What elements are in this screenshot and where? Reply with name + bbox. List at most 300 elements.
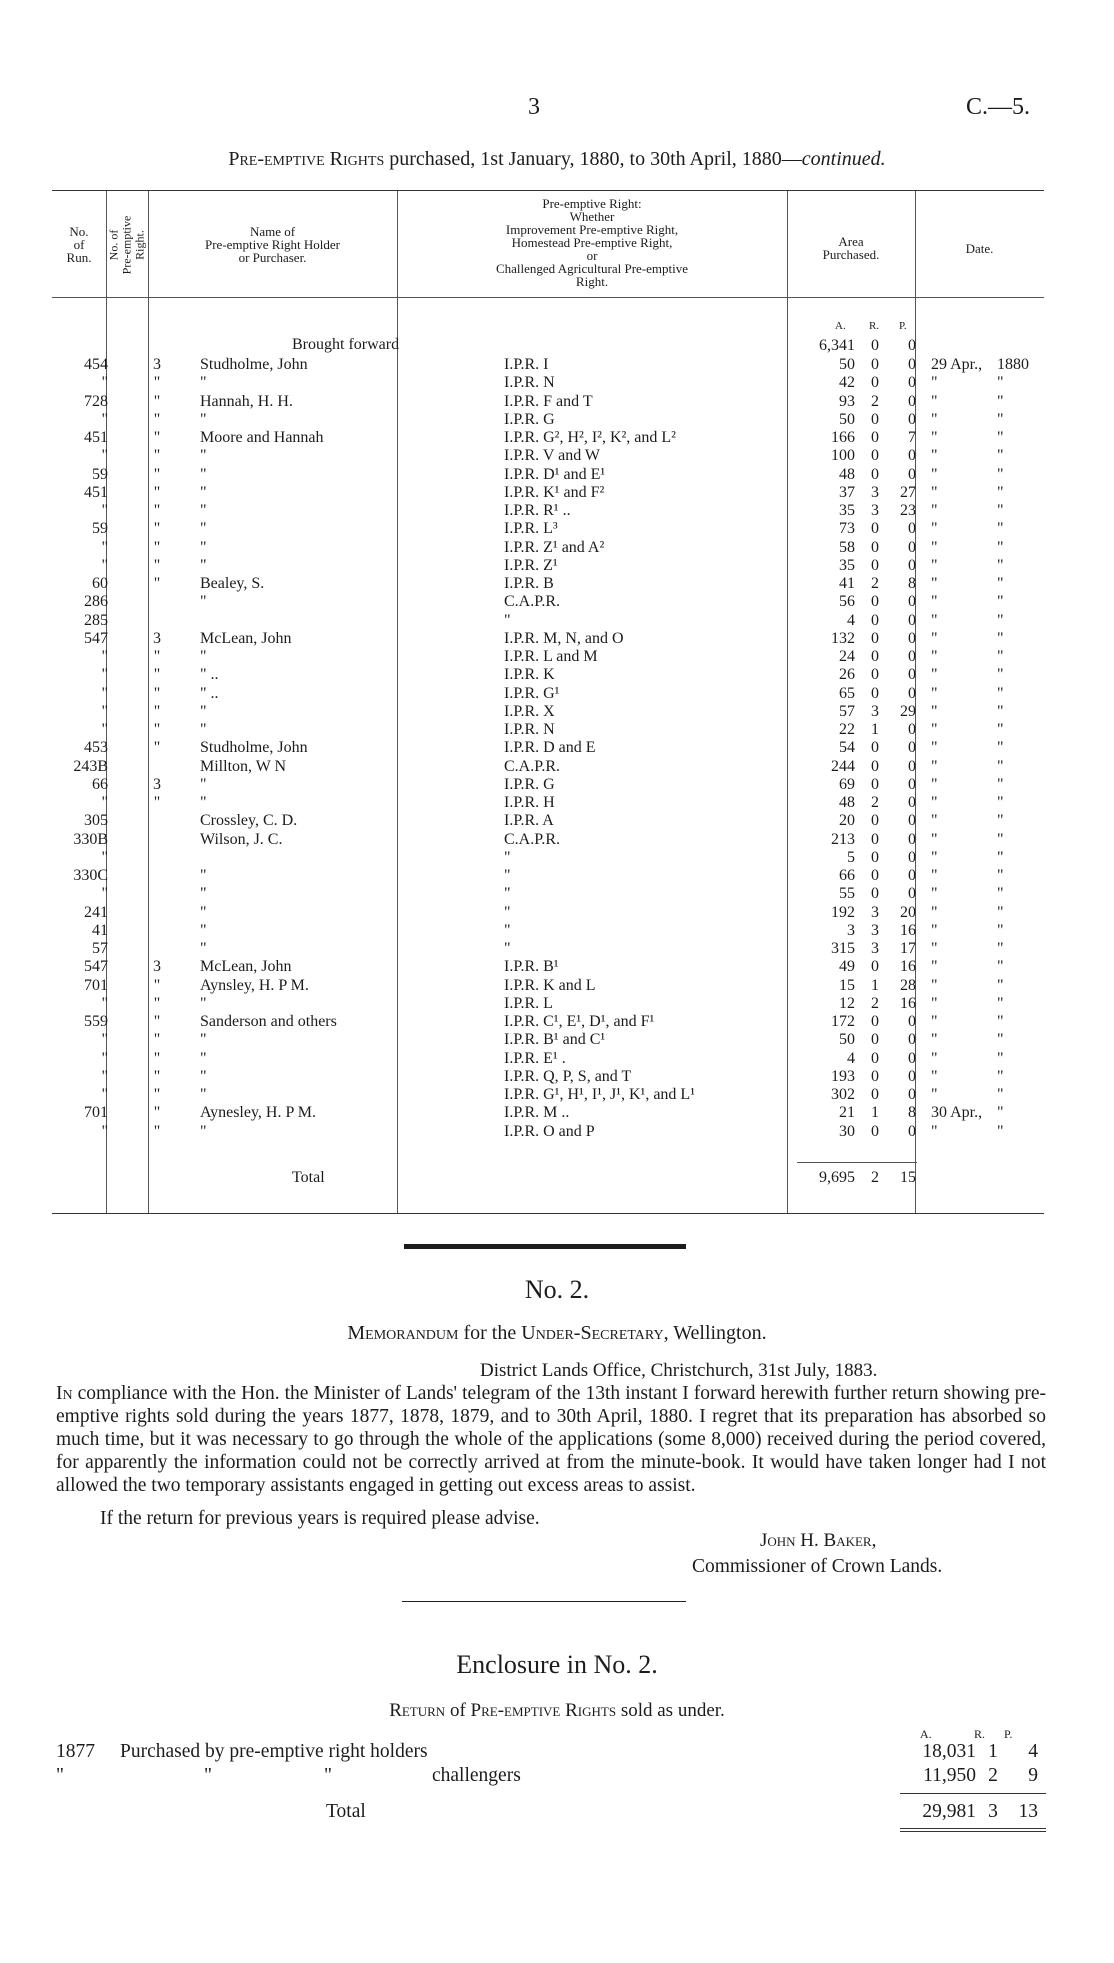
date-year: " — [997, 812, 1004, 830]
table-row — [52, 811, 1044, 830]
enclosure-total-roods: 3 — [988, 1801, 998, 1822]
holder-name: " — [200, 921, 207, 939]
area-acres: 192 — [831, 903, 855, 921]
area-perches: 0 — [908, 611, 916, 629]
memo-heading-sc: Memorandum — [347, 1322, 459, 1344]
date-year: " — [997, 374, 1004, 392]
date-year: " — [997, 921, 1004, 939]
holder-name: " — [200, 483, 207, 501]
area-acres: 58 — [839, 538, 855, 556]
holder-name: " — [200, 556, 207, 574]
area-acres: 69 — [839, 775, 855, 793]
run-number: " — [101, 1086, 108, 1103]
memo-body-initial: In — [56, 1383, 73, 1404]
date-day: " — [931, 885, 938, 903]
holder-name: Crossley, C. D. — [200, 812, 298, 830]
run-number: 728 — [84, 392, 108, 410]
date-day: " — [931, 1031, 938, 1049]
area-roods: 0 — [871, 1049, 879, 1067]
table-row — [52, 976, 1044, 995]
area-perches: 0 — [908, 556, 916, 574]
holder-name: " — [200, 374, 207, 392]
area-roods: 0 — [871, 1031, 879, 1049]
header-right-line: or — [586, 248, 598, 263]
date-day: " — [931, 757, 938, 775]
area-acres: 26 — [839, 666, 855, 684]
run-number: 57 — [92, 940, 108, 957]
enclosure-ditto: " — [204, 1765, 212, 1786]
right-count: " — [153, 374, 161, 392]
date-year: " — [997, 1067, 1004, 1085]
table-row — [52, 538, 1044, 557]
table-row — [52, 830, 1044, 849]
right-type: I.P.R. G — [504, 410, 555, 428]
date-year: " — [997, 666, 1004, 684]
area-roods: 0 — [871, 775, 879, 793]
date-day: " — [931, 429, 938, 446]
right-count: " — [153, 502, 161, 519]
right-type: I.P.R. M .. — [504, 1104, 570, 1122]
area-acres: 57 — [839, 702, 855, 720]
run-number: 330B — [73, 830, 108, 848]
table-row — [52, 684, 1044, 703]
area-acres: 48 — [839, 794, 855, 811]
right-type: C.A.P.R. — [504, 757, 561, 775]
area-perches: 0 — [908, 775, 916, 793]
holder-name: Aynsley, H. P M. — [200, 976, 309, 994]
area-roods: 2 — [871, 392, 879, 410]
area-roods: 0 — [871, 848, 879, 866]
table-row — [52, 994, 1044, 1013]
title-text: purchased, 1st January, 1880, to 30th April, 1880— — [384, 148, 802, 170]
run-number: 701 — [84, 976, 108, 994]
right-count: " — [153, 429, 161, 446]
date-day: " — [931, 410, 938, 428]
area-roods: 0 — [871, 1086, 879, 1103]
holder-name: " — [200, 410, 207, 428]
area-roods: 2 — [871, 575, 879, 592]
area-acres: 54 — [839, 739, 855, 757]
enclosure-subtitle-sc: Pre-emptive Rights — [470, 1700, 617, 1721]
right-type: I.P.R. Z¹ — [504, 556, 558, 574]
holder-name: " — [200, 867, 207, 884]
enclosure-subtitle-sc: Return — [389, 1700, 446, 1721]
unit-perches: P. — [899, 320, 907, 332]
right-type: C.A.P.R. — [504, 593, 561, 611]
area-acres: 15 — [839, 976, 855, 994]
area-roods: 0 — [871, 812, 879, 830]
area-perches: 0 — [908, 629, 916, 647]
holder-name: " — [200, 994, 207, 1012]
date-year: " — [997, 721, 1004, 738]
holder-name: " — [200, 502, 207, 519]
area-acres: 21 — [839, 1104, 855, 1122]
area-roods: 0 — [871, 629, 879, 647]
run-number: " — [101, 702, 108, 720]
area-perches: 0 — [908, 1086, 916, 1103]
header-run-line: Run. — [66, 250, 92, 265]
holder-name: Bealey, S. — [200, 575, 265, 592]
area-acres: 132 — [831, 629, 855, 647]
header-right-line: Right. — [575, 274, 609, 289]
run-number: 559 — [84, 1013, 108, 1030]
header-name-line: Pre-emptive Right Holder — [204, 237, 341, 252]
date-day: 29 Apr., — [931, 356, 983, 373]
table-row — [52, 1030, 1044, 1049]
date-year: " — [997, 429, 1004, 446]
holder-name: Sanderson and others — [200, 1013, 337, 1030]
area-perches: 0 — [908, 721, 916, 738]
area-roods: 1 — [871, 721, 879, 738]
area-perches: 17 — [900, 940, 916, 957]
date-day: " — [931, 940, 938, 957]
right-type: I.P.R. G¹, H¹, I¹, J¹, K¹, and L¹ — [504, 1086, 695, 1103]
area-acres: 56 — [839, 593, 855, 611]
unit-acres: A. — [835, 320, 846, 332]
holder-name: Moore and Hannah — [200, 429, 324, 446]
header-run — [52, 225, 106, 264]
date-day: " — [931, 556, 938, 574]
date-year: " — [997, 648, 1004, 665]
area-roods: 3 — [871, 502, 879, 519]
area-roods: 0 — [871, 958, 879, 976]
holder-name: " — [200, 885, 207, 903]
header-area-line: Area — [838, 234, 864, 249]
area-perches: 8 — [908, 575, 916, 592]
area-perches: 23 — [900, 502, 916, 519]
area-acres: 100 — [831, 447, 855, 465]
right-count: " — [153, 1067, 161, 1085]
right-type: I.P.R. N — [504, 374, 555, 392]
area-perches: 0 — [908, 885, 916, 903]
run-number: " — [101, 1122, 108, 1140]
total-acres: 9,695 — [819, 1169, 855, 1186]
area-acres: 3 — [847, 921, 855, 939]
right-count: 3 — [153, 356, 161, 373]
run-number: " — [101, 994, 108, 1012]
table-row — [52, 483, 1044, 502]
enclosure-subtitle-mid: of — [445, 1700, 471, 1721]
pre-emptive-rights-table — [52, 190, 1044, 1214]
header-right-line: Pre-emptive Right: — [542, 196, 642, 211]
area-acres: 37 — [839, 483, 855, 501]
run-number: " — [101, 374, 108, 392]
date-day: " — [931, 903, 938, 921]
area-roods: 0 — [871, 666, 879, 684]
date-year: " — [997, 830, 1004, 848]
right-count: " — [153, 648, 161, 665]
area-perches: 0 — [908, 1067, 916, 1085]
enclosure-double-rule — [900, 1828, 1046, 1829]
date-day: " — [931, 702, 938, 720]
date-day: " — [931, 648, 938, 665]
run-number: " — [101, 1067, 108, 1085]
table-row — [52, 1049, 1044, 1068]
area-perches: 0 — [908, 356, 916, 373]
area-perches: 0 — [908, 593, 916, 611]
holder-name: " — [200, 702, 207, 720]
date-day: " — [931, 684, 938, 702]
header-area — [787, 235, 915, 261]
area-acres: 35 — [839, 502, 855, 519]
signature-name: John H. Baker, — [760, 1530, 877, 1551]
area-roods: 0 — [871, 1122, 879, 1140]
right-type: I.P.R. K and L — [504, 976, 596, 994]
holder-name: Studholme, John — [200, 356, 308, 373]
area-perches: 0 — [908, 739, 916, 757]
area-perches: 0 — [908, 684, 916, 702]
table-row — [52, 757, 1044, 776]
table-row — [52, 519, 1044, 538]
table-row — [52, 738, 1044, 757]
area-perches: 0 — [908, 1031, 916, 1049]
right-type: I.P.R. C¹, E¹, D¹, and F¹ — [504, 1013, 655, 1030]
header-run-line: of — [73, 237, 85, 252]
area-perches: 8 — [908, 1104, 916, 1122]
date-day: " — [931, 666, 938, 684]
holder-name: " — [200, 648, 207, 665]
area-roods: 0 — [871, 611, 879, 629]
page-title — [0, 148, 1114, 171]
right-type: I.P.R. B¹ — [504, 958, 559, 976]
memo-place-date: District Lands Office, Christchurch, 31st July, 1883. — [480, 1360, 878, 1381]
table-row — [52, 1012, 1044, 1031]
date-day: " — [931, 447, 938, 465]
area-acres: 93 — [839, 392, 855, 410]
table-row — [52, 611, 1044, 630]
holder-name: " .. — [200, 684, 219, 702]
area-perches: 20 — [900, 903, 916, 921]
date-year: " — [997, 958, 1004, 976]
enclosure-total-acres: 29,981 — [922, 1801, 976, 1822]
table-row — [52, 1085, 1044, 1104]
holder-name: McLean, John — [200, 629, 292, 647]
area-acres: 55 — [839, 885, 855, 903]
run-number: 286 — [84, 593, 108, 611]
date-year: " — [997, 1086, 1004, 1103]
date-day: " — [931, 1086, 938, 1103]
date-day: " — [931, 848, 938, 866]
enclosure-roods: 1 — [988, 1741, 998, 1762]
date-day: " — [931, 1049, 938, 1067]
holder-name: " — [200, 903, 207, 921]
right-count: " — [153, 465, 161, 483]
section-rule-thin — [402, 1601, 686, 1602]
right-type: I.P.R. E¹ . — [504, 1049, 566, 1067]
area-acres: 65 — [839, 684, 855, 702]
holder-name: " — [200, 1067, 207, 1085]
date-year: " — [997, 757, 1004, 775]
header-name — [148, 225, 397, 264]
header-rights-no — [106, 197, 148, 293]
area-roods: 3 — [871, 903, 879, 921]
area-roods: 2 — [871, 794, 879, 811]
date-day: " — [931, 1122, 938, 1140]
run-number: " — [101, 410, 108, 428]
right-count: " — [153, 392, 161, 410]
table-row — [52, 592, 1044, 611]
brought-forward-roods: 0 — [871, 337, 879, 354]
area-acres: 12 — [839, 994, 855, 1012]
table-row — [52, 903, 1044, 922]
right-type: I.P.R. M, N, and O — [504, 629, 624, 647]
run-number: " — [101, 684, 108, 702]
date-day: " — [931, 921, 938, 939]
memo-heading-mid: for the — [458, 1322, 522, 1344]
memo-heading — [0, 1322, 1114, 1345]
holder-name: Wilson, J. C. — [200, 830, 283, 848]
right-type: " — [504, 921, 511, 939]
date-day: " — [931, 374, 938, 392]
area-perches: 0 — [908, 1013, 916, 1030]
area-acres: 315 — [831, 940, 855, 957]
date-day: " — [931, 502, 938, 519]
area-perches: 0 — [908, 648, 916, 665]
area-acres: 49 — [839, 958, 855, 976]
right-type: I.P.R. R¹ .. — [504, 502, 571, 519]
right-type: I.P.R. G — [504, 775, 555, 793]
right-type: I.P.R. O and P — [504, 1122, 595, 1140]
table-row — [52, 921, 1044, 940]
enclosure-description: challengers — [432, 1765, 521, 1786]
header-right-line: Whether — [569, 209, 615, 224]
table-row — [52, 793, 1044, 812]
enclosure-double-rule — [900, 1831, 1046, 1832]
area-acres: 41 — [839, 575, 855, 592]
area-acres: 66 — [839, 867, 855, 884]
area-perches: 0 — [908, 374, 916, 392]
date-year: " — [997, 611, 1004, 629]
table-row — [52, 1122, 1044, 1141]
area-perches: 0 — [908, 757, 916, 775]
area-roods: 0 — [871, 648, 879, 665]
date-year: " — [997, 575, 1004, 592]
area-roods: 1 — [871, 1104, 879, 1122]
date-year: " — [997, 994, 1004, 1012]
run-number: 451 — [84, 429, 108, 446]
area-perches: 16 — [900, 958, 916, 976]
run-number: 454 — [84, 356, 108, 373]
right-count: " — [153, 520, 161, 538]
date-year: " — [997, 410, 1004, 428]
date-day: " — [931, 538, 938, 556]
run-number: 701 — [84, 1104, 108, 1122]
table-row — [52, 501, 1044, 520]
area-acres: 213 — [831, 830, 855, 848]
area-perches: 0 — [908, 447, 916, 465]
enclosure-total-rule — [900, 1793, 1046, 1794]
run-number: " — [101, 885, 108, 903]
run-number: 243B — [73, 757, 108, 775]
right-type: C.A.P.R. — [504, 830, 561, 848]
area-roods: 0 — [871, 593, 879, 611]
table-row — [52, 446, 1044, 465]
header-rights-no-line: Right. — [132, 230, 147, 260]
holder-name: " — [200, 520, 207, 538]
area-acres: 48 — [839, 465, 855, 483]
date-day: " — [931, 611, 938, 629]
date-day: " — [931, 1067, 938, 1085]
area-perches: 0 — [908, 867, 916, 884]
header-right-type — [397, 197, 787, 288]
memo-body-second: If the return for previous years is required please advise. — [100, 1508, 540, 1529]
right-count: 3 — [153, 775, 161, 793]
date-year: " — [997, 502, 1004, 519]
area-roods: 0 — [871, 374, 879, 392]
right-count: " — [153, 976, 161, 994]
table-row — [52, 720, 1044, 739]
holder-name: " — [200, 721, 207, 738]
holder-name: " — [200, 794, 207, 811]
area-roods: 3 — [871, 940, 879, 957]
date-year: " — [997, 684, 1004, 702]
date-year: " — [997, 629, 1004, 647]
run-number: 547 — [84, 629, 108, 647]
area-roods: 0 — [871, 429, 879, 446]
enclosure-subtitle — [0, 1700, 1114, 1722]
right-count: " — [153, 556, 161, 574]
run-number: " — [101, 1049, 108, 1067]
date-day: " — [931, 629, 938, 647]
table-row — [52, 392, 1044, 411]
right-type: " — [504, 611, 511, 629]
run-number: " — [101, 794, 108, 811]
run-number: 547 — [84, 958, 108, 976]
area-roods: 2 — [871, 994, 879, 1012]
right-type: I.P.R. Z¹ and A² — [504, 538, 605, 556]
date-year: " — [997, 538, 1004, 556]
area-perches: 28 — [900, 976, 916, 994]
date-day: " — [931, 794, 938, 811]
date-day: " — [931, 392, 938, 410]
holder-name: " — [200, 1086, 207, 1103]
enclosure-acres: 11,950 — [923, 1765, 976, 1786]
header-rights-no-line: Pre-emptive — [119, 215, 134, 275]
table-row — [52, 1103, 1044, 1122]
right-type: I.P.R. L — [504, 994, 553, 1012]
area-roods: 0 — [871, 447, 879, 465]
area-acres: 20 — [839, 812, 855, 830]
right-type: I.P.R. B¹ and C¹ — [504, 1031, 606, 1049]
date-day: " — [931, 1013, 938, 1030]
right-count: 3 — [153, 958, 161, 976]
area-acres: 42 — [839, 374, 855, 392]
holder-name: " — [200, 593, 207, 611]
area-acres: 22 — [839, 721, 855, 738]
memo-heading-sc: Under-Secretary — [521, 1322, 664, 1344]
holder-name: " .. — [200, 666, 219, 684]
date-year: " — [997, 483, 1004, 501]
run-number: 59 — [92, 465, 108, 483]
table-row — [52, 957, 1044, 976]
run-number: 305 — [84, 812, 108, 830]
date-year: " — [997, 885, 1004, 903]
right-type: I.P.R. B — [504, 575, 554, 592]
enclosure-total-perches: 13 — [1018, 1801, 1038, 1822]
table-row — [52, 939, 1044, 958]
date-day: " — [931, 739, 938, 757]
holder-name: " — [200, 1031, 207, 1049]
right-count: " — [153, 483, 161, 501]
title-smallcaps: Pre-emptive Rights — [228, 148, 385, 170]
holder-name: " — [200, 447, 207, 465]
right-count: " — [153, 538, 161, 556]
total-label: Total — [292, 1169, 325, 1186]
area-perches: 0 — [908, 538, 916, 556]
header-name-line: or Purchaser. — [238, 250, 307, 265]
enclosure-perches: 9 — [1028, 1765, 1038, 1786]
date-day: " — [931, 994, 938, 1012]
